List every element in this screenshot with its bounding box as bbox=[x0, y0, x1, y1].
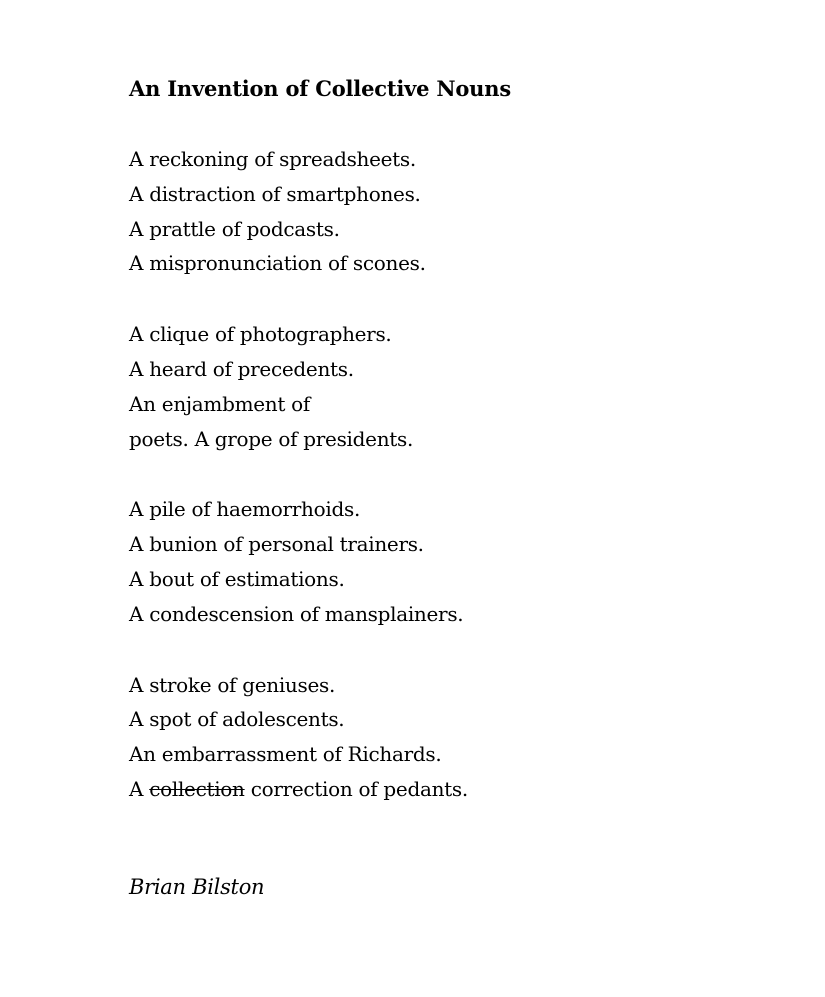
poem-line: A reckoning of spreadsheets. bbox=[129, 147, 416, 171]
stanza-2 bbox=[129, 317, 729, 456]
line-suffix: correction of pedants. bbox=[244, 776, 468, 801]
stanza-4 bbox=[129, 668, 729, 807]
stanza-1 bbox=[129, 142, 729, 281]
poem-line: A bout of estimations. bbox=[129, 566, 345, 591]
struck-word: collection bbox=[149, 776, 245, 801]
poem-line: An enjambment of bbox=[129, 391, 311, 416]
poem-line: poets. A grope of presidents. bbox=[129, 426, 414, 451]
poem-title: An Invention of Collective Nouns bbox=[129, 76, 511, 101]
poem-document bbox=[129, 72, 729, 899]
poem-line: A spot of adolescents. bbox=[129, 707, 345, 732]
poem-line: A heard of precedents. bbox=[129, 356, 354, 381]
poem-line: A clique of photographers. bbox=[129, 322, 392, 347]
poem-line-corrected bbox=[129, 772, 729, 807]
poem-line: A bunion of personal trainers. bbox=[129, 532, 424, 557]
poem-line: A distraction of smartphones. bbox=[129, 181, 421, 206]
author-signature: Brian Bilston bbox=[129, 875, 265, 899]
poem-line: A prattle of podcasts. bbox=[129, 216, 340, 241]
poem-line: A condescension of mansplainers. bbox=[129, 601, 464, 626]
line-prefix: A bbox=[129, 776, 150, 801]
poem-line: An embarrassment of Richards. bbox=[129, 742, 442, 767]
poem-line: A mispronunciation of scones. bbox=[129, 251, 426, 276]
poem-line: A pile of haemorrhoids. bbox=[129, 497, 361, 522]
stanza-3 bbox=[129, 492, 729, 631]
poem-line: A stroke of geniuses. bbox=[129, 672, 336, 697]
